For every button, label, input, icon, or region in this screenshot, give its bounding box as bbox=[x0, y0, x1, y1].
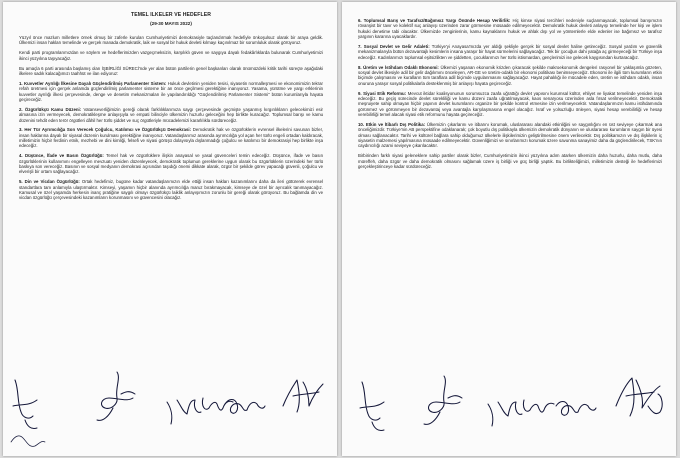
principle-heading: 5. Din ve Vicdan Özgürlüğü: bbox=[19, 179, 80, 185]
principle-10 bbox=[358, 122, 662, 149]
document-title: TEMEL İLKELER VE HEDEFLER bbox=[131, 12, 211, 18]
signature-1 bbox=[352, 376, 396, 436]
principle-9 bbox=[358, 91, 662, 118]
principle-2 bbox=[19, 107, 323, 123]
intro-paragraph-2: Kendi parti programlarımızdan ve söylem ve hedeflerimizden vazgeçmeksizin, karşılıklı güven ve saygıya dayalı fedakârlıklarda bulunarak Cumhuriyetimizi ikinci yüzyılına taşıyacağız. bbox=[19, 50, 323, 61]
principle-3 bbox=[19, 127, 323, 148]
intro-paragraph-1: Yüzyıl önce mazlum milletlere örnek olmuş bir zaferle kurulan Cumhuriyetimizi demokrasiyle taçlandırmak hedefiyle önkoşulsuz olarak bir araya geldik. Ülkemizi insan hakları temelinde ve gerçek manada demokratik, laik ve sosyal bir hukuk devleti kılmayı kaçınılmaz bir sorumluluk olarak görüyoruz. bbox=[19, 35, 323, 46]
intro-paragraph-3: Bu amaçla 6 parti arasında başlamış olan İŞBİRLİĞİ SÜRECİ'nde yer alan bütün partilerin genel başkanları olarak önümüzdeki kritik tarihi süreçte aşağıdaki ilkelere sadık kalacağımızı taahhüt ve ilan ediyoruz: bbox=[19, 65, 323, 76]
signature-4 bbox=[550, 382, 610, 432]
principle-text: Türkiye'yi Anayasa'mızda yer aldığı şekliyle gerçek bir sosyal devlet haline getireceğiz. Sosyal yardım ve güvenlik mekanizmalarıyla bütün dezavantajlı kesimlerin insana yaraşır bir hayat sürmelerini sağlayacağız. Tek bir çocuğun dahi yatağa aç girmeyeceği bir Türkiye inşa edeceğiz. Kadınlarımızı toplumsal eşitsizlikten ve şiddetten, çocuklarımızı her türlü istismardan, gençlerimizi ise gelecek kaygısından kurtaracağız. bbox=[358, 43, 662, 60]
principle-5 bbox=[19, 179, 323, 200]
document-page-left bbox=[3, 2, 337, 456]
principle-text: Demokratik hak ve özgürlüklerin evrensel ilkelerini savunan bizler, insan haklarına dayalı bir siyasal düzenin kurulması gerektiğine inanıyoruz. Vatandaşlarımız arasında ayrımcılığa yol açan her türlü engeli ortadan kaldıracak, milletimizin hiçbir ferdinin etnik, mezhebi ve dini kimliği, felsefi ve siyasi görüşü dolayısıyla dışlanmadığı çoğulcu ve katılımcı bir demokrasiyi hep birlikte inşa edeceğiz. bbox=[19, 127, 323, 149]
principle-4 bbox=[19, 153, 323, 174]
principle-text: Temel hak ve özgürlüklere ilişkin anayasal ve yasal güvenceleri temin edeceğiz. Düşünce, ifade ve basın özgürlüklerinin kullanımını engelleyen mevzuatı yeniden düzenleyecek, demokratik toplumun gereklerine uygun olarak bu özgürlüklerin üzerindeki her türlü baskıya son vereceğiz. Basının ve sosyal medyanın demokrasi açısından taşıdığı önemi dikkate alarak, özgür bir şekilde görev yapacağı güvenli, çoğulcu ve elverişli bir ortam sağlayacağız. bbox=[19, 153, 323, 175]
principle-heading: 8. Üretim ve İstihdam Odaklı Ekonomi: bbox=[358, 64, 439, 70]
signature-2 bbox=[87, 368, 143, 428]
principle-heading: 7. Sosyal Devlet ve Gelir Adaleti: bbox=[358, 43, 430, 49]
principle-heading: 10. Etkin ve İtibarlı Dış Politika: bbox=[358, 121, 426, 127]
principle-heading: 2. Özgürlükçü Kamu Düzeni: bbox=[19, 106, 82, 112]
principle-text: Vatanseverliğimizin gereği olarak farklılıklarımıza saygı çerçevesinde geçmişte yaşanmış kırgınlıkların gelecekimizi esir almasına izin vermeyecek, demokratikleşme anlayışıyla ve empati bilinciyle ülkemizin huzurlu geleceğini hep birlikte kuracağız. Toplumsal barışı ve kamu düzenini tehdit eden terör örgütleri dâhil her türlü şiddet ve suç örgütleriyle mücadelemizi kararlılıkla sürdüreceğiz. bbox=[19, 106, 323, 123]
signature-6 bbox=[7, 424, 51, 456]
principle-6 bbox=[358, 18, 662, 39]
signature-5 bbox=[273, 366, 333, 436]
principle-heading: 9. Siyasi Etik Reformu: bbox=[358, 90, 407, 96]
principle-heading: 1. Kuvvetler Ayrılığı İlkesine Dayalı Güçlendirilmiş Parlamenter Sistem: bbox=[19, 80, 167, 86]
principle-heading: 4. Düşünce, İfade ve Basın Özgürlüğü: bbox=[19, 153, 104, 159]
principle-text: Ortak hedefimiz, bugüne kadar vatandaşlarımızın elde ettiği insan hakları kazanımlarını daha da ileri götürerek evrensel standartlara tam anlamıyla ulaştırmaktır. Kimseyi, yaşamın hiçbir alanında ayrımcılığa maruz bırakmayacak, kimseye de özel bir ayrıcalık tanımayacağız. Kamusal ve özel yaşamda herkesin inanç pratiğine saygılı olmayı özgürlükçü laiklik anlayışımızın zorunlu bir gereği olarak görüyoruz. Bu bağlamda din ve vicdan özgürlüğü çerçevesindeki kazanımların korunmasını ve güvencesini olacağız. bbox=[19, 179, 323, 201]
principle-text: Ülkemizi yaşanan ekonomik krizden çıkaracak şekilde makroekonomik dengeleri rasyonel bir yaklaşımla gözeten, sosyal devlet ilkesiyle adil bir gelir dağılımını önceleyen, AR-GE ve üretim-odaklı bir ekonomi politikası benimseyeceğiz. Ekonomi ile ilgili tüm kurumların etkin biçimde çalışmasını ve kuralların tüm taraflara adil biçimde uygulanmasını sağlayacağız. Hayat pahalılığı ile mücadele eden, üretim ve istihdam odaklı, insan onuruna yaraşır sosyal politikalarla desteklenmiş bir anlayışı hayata geçireceğiz. bbox=[358, 64, 662, 86]
signature-area bbox=[3, 366, 337, 456]
signature-4 bbox=[219, 380, 279, 430]
closing-paragraph: Birbirinden farklı siyasi geleneklere sahip partiler olarak bizler, Cumhuriyetimizin ikinci yüzyılına adım atarken ülkemizin daha huzurlu, daha mutlu, daha müreffeh, daha özgür ve daha demokratik olmasını sağlamak üzere iş birliği ve güç birliği yaptık. Bu birlikteliğimizi, milletimizin desteği ile hedeflerimizi gerçekleştirinceye kadar sürdüreceğiz. bbox=[358, 153, 662, 169]
document-date: (29-30 MAYIS 2022) bbox=[150, 21, 192, 26]
principle-7 bbox=[358, 44, 662, 60]
signature-5 bbox=[604, 366, 668, 438]
page-body bbox=[358, 18, 662, 366]
principle-heading: 3. Her Tür Ayrımcılığa Son Verecek Çoğulcu, Katılımcı ve Özgürlükçü Demokrasi: bbox=[19, 127, 192, 133]
document-page-right bbox=[342, 2, 676, 456]
principle-8 bbox=[358, 65, 662, 86]
principle-heading: 6. Toplumsal Barış ve Tarafsız/Bağımsız Yargı Önünde Hesap Verilirlik: bbox=[358, 18, 511, 23]
principle-text: Ülkemizin çıkarlarını ve itibarını korumak, uluslararası alandaki etkinliğini ve saygınlığını en üst seviyeye çıkarmak ana önceliğimizdir. Türkiye'nin AB perspektifine odaklanarak; çok boyutlu dış politikayla ülkemizin demokratik dünyanın ve uluslararası kurumların saygın bir üyesi olması sağlanacaktır. Tarihi ve kültürel bağlara sahip olduğumuz ülkelerle ilişkilerimizin geliştirilmesine önem verilecektir. Dış politikamızın ve dış ilişkilerin iç siyasetin malzemesi yapılmasına müsaade edilmeyecektir. Güvenliğimizi ve sınırlarımızı korumak üzere savunma sanayimiz daha da güçlendirilecek, TSK'nın caydırıcılığı azami seviyeye çıkarılacaktır. bbox=[358, 121, 662, 149]
page-body bbox=[19, 12, 323, 386]
principle-text: Hukuk devletinin yeniden tesisi, siyasetin normalleşmesi ve ekonomimizin tekrar refah üretmesi için gerçek anlamda güçlendirilmiş parlamenter sisteme bir an önce geçilmesi gerektiğine inanıyoruz. Yasama, yürütme ve yargı erklerinin kuvvetler ayrılığı ilkesi çerçevesinde, denge ve denetim mekanizmaları ile yapılandırıldığı "Güçlendirilmiş Parlamenter Sistemi" bütün kurumlarıyla hayata geçireceğiz. bbox=[19, 80, 323, 102]
principle-text: Mevcut iktidar koalisyonunun sorumsuzca zaafa uğrattığı devlet yapısını kurumsal kültür, ehliyet ve liyakat temelinde yeniden inşa edeceğiz. Bu geçiş sürecinde devlet sürekliliği ve kamu düzeni zaafa uğratılmayacak, kaos senaryosu üzerinden asla fırsat verilmeyecektir. Demokratik meşruiyete sahip olmayan hiçbir yapının devlet kurumlarını organize bir şekilde kontrol etmesine izin verilmeyecektir. Vatandaşlarımızın kamu istihdamında görünmez ve görünmeyen bir dezavantaj veya avantajla karşılaşmasına engel olacağız. İsraf ve yolsuzluğu önleyen, siyasi hesap verebilirliği ve hesap verebilirliği temel alacak siyasi etik reformunu hayata geçireceğiz. bbox=[358, 90, 662, 117]
signature-area bbox=[342, 366, 676, 456]
principle-1 bbox=[19, 81, 323, 102]
signature-2 bbox=[414, 372, 470, 432]
principle-text: Hiç kimse siyasi tercihleri nedeniyle suçlanmayacak, toplumsal barışımızın rövanşist bir tavır ve kolektif suç anlayışı üzerinden zarar görmesine müsaade edilmeyecektir. Demokratik hukuk devleti anlayışı temelinde her kişi ve işlem hukuki denetime tabi olacaktır. Ülkemizde zenginlerinin, kamu kaynaklarını hukuk ve ahlak dışı yol ve yöntemlerle elde edenler ise bağımsız ve tarafsız yargının kararına uyacaklardır. bbox=[358, 18, 662, 40]
